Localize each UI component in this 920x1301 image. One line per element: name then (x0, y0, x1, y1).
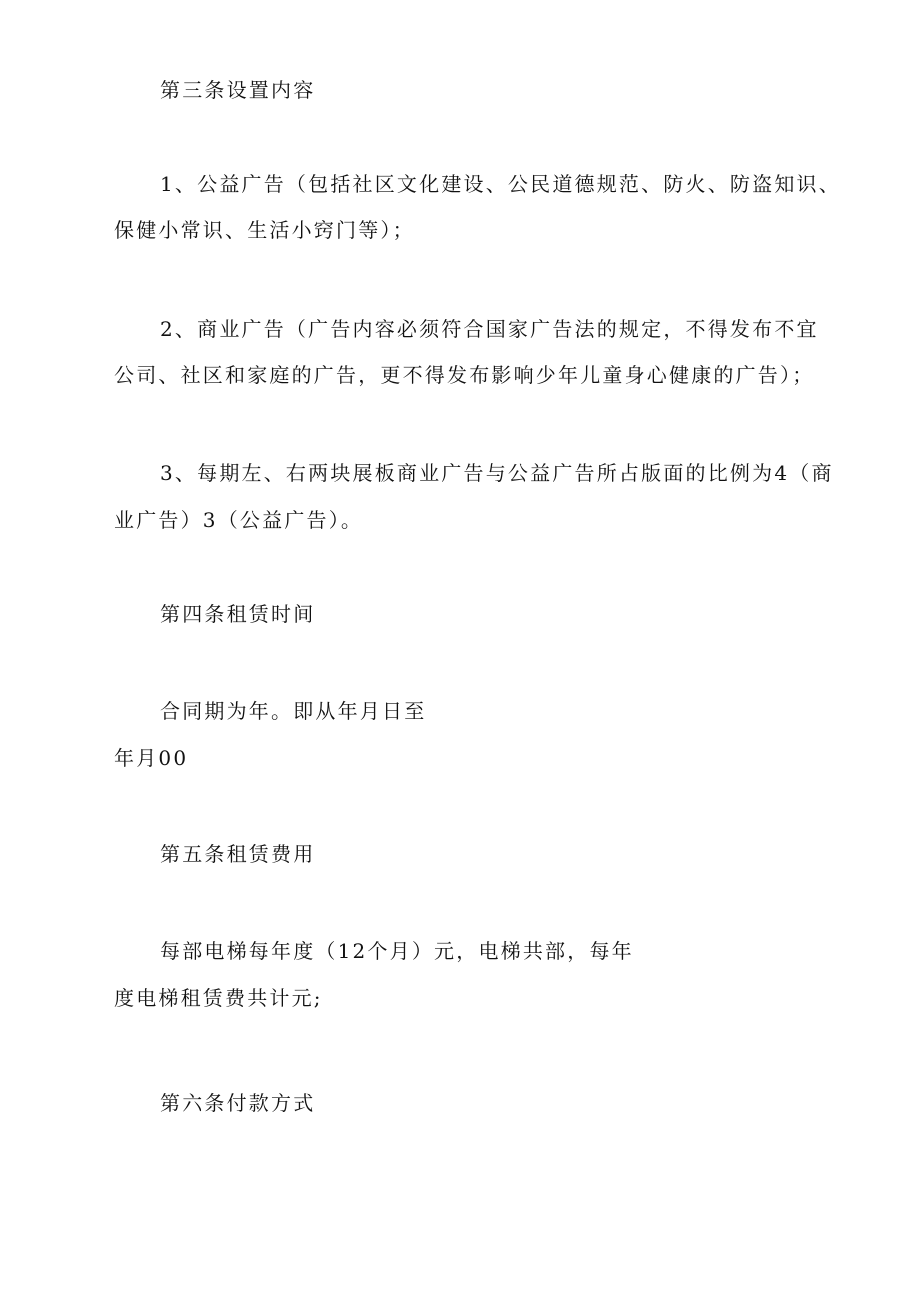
article-6-heading: 第六条付款方式 (160, 1091, 316, 1115)
article-3-heading: 第三条设置内容 (160, 78, 316, 102)
item-2-line-1: 2、商业广告（广告内容必须符合国家广告法的规定，不得发布不宜 (160, 317, 819, 341)
item-1-line-1: 1、公益广告（包括社区文化建设、公民道德规范、防火、防盗知识、 (160, 172, 841, 196)
article-4-heading: 第四条租赁时间 (160, 602, 316, 626)
article-5-line-2: 度电梯租赁费共计元; (114, 986, 323, 1010)
article-5-line-1: 每部电梯每年度（12个月）元，电梯共部，每年 (160, 939, 634, 963)
item-1-line-2: 保健小常识、生活小窍门等）； (114, 218, 415, 242)
article-4-line-1: 合同期为年。即从年月日至 (160, 699, 427, 723)
article-4-line-2: 年月00 (114, 746, 189, 770)
item-2-line-2: 公司、社区和家庭的广告，更不得发布影响少年儿童身心健康的广告）； (114, 363, 815, 387)
article-5-heading: 第五条租赁费用 (160, 842, 316, 866)
item-3-line-1: 3、每期左、右两块展板商业广告与公益广告所占版面的比例为4（商 (160, 461, 834, 485)
item-3-line-2: 业广告）3（公益广告）。 (114, 508, 364, 532)
